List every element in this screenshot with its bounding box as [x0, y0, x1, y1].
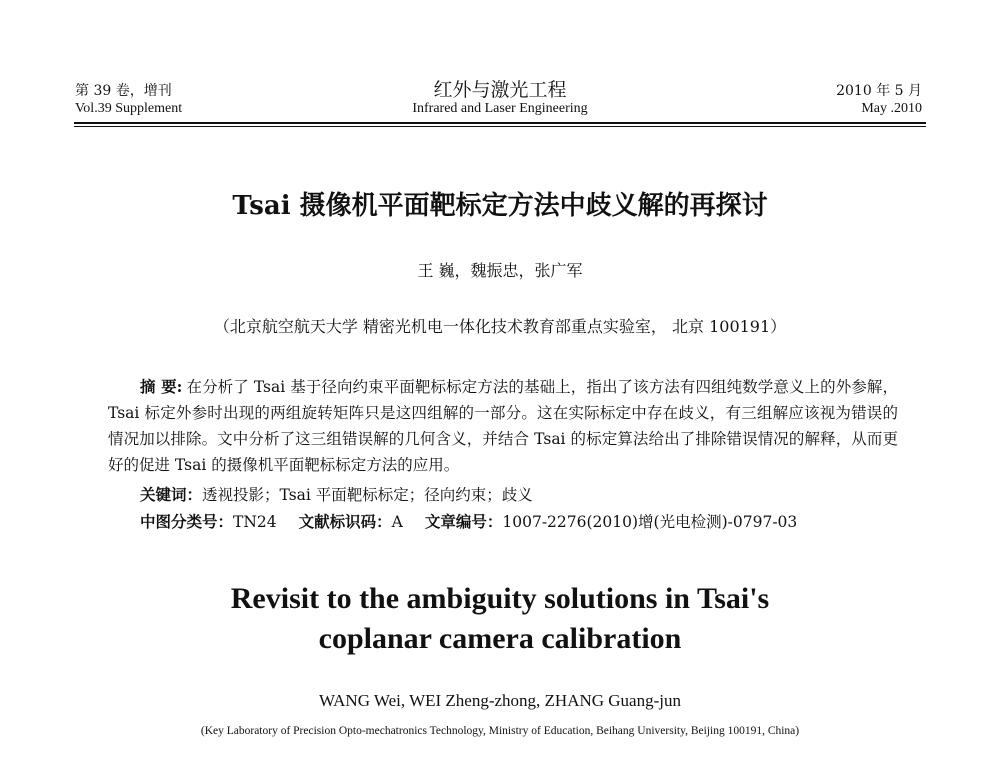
article-number-value: 1007-2276(2010)增(光电检测)-0797-03 [502, 513, 798, 531]
paper-title-cn: Tsai 摄像机平面靶标定方法中歧义解的再探讨 [232, 191, 768, 221]
journal-name-en: Infrared and Laser Engineering [412, 101, 588, 116]
volume-issue-cn: 第 39 卷，增刊 [75, 83, 172, 99]
header-rule-thick [74, 122, 926, 124]
doc-code-label: 文献标识码： [298, 512, 392, 531]
doc-code-value: A [391, 513, 403, 531]
paper-title-en-line1: Revisit to the ambiguity solutions in Tsai's [230, 582, 770, 615]
article-number-label: 文章编号： [424, 512, 503, 531]
issue-date-en: May .2010 [861, 101, 922, 116]
keywords-label: 关键词： [140, 485, 203, 504]
journal-name-cn: 红外与激光工程 [433, 79, 567, 101]
clc-label: 中图分类号： [140, 512, 234, 531]
paper-title-en-line2: coplanar camera calibration [318, 622, 682, 655]
abstract-label: 摘 要: [140, 377, 183, 396]
authors-en: WANG Wei, WEI Zheng-zhong, ZHANG Guang-jun [318, 691, 681, 710]
clc-value: TN24 [233, 513, 277, 531]
authors-cn: 王 巍，魏振忠，张广军 [417, 261, 583, 280]
affiliation-cn: （北京航空航天大学 精密光机电一体化技术教育部重点实验室， 北京 100191） [213, 317, 787, 336]
volume-issue-en: Vol.39 Supplement [75, 101, 183, 116]
keywords-text: 透视投影；Tsai 平面靶标标定；径向约束；歧义 [202, 486, 533, 504]
classification-line [140, 510, 797, 532]
issue-date-cn: 2010 年 5 月 [836, 83, 922, 99]
abstract-text: 在分析了 Tsai 基于径向约束平面靶标标定方法的基础上，指出了该方法有四组纯数学意义上的外参解，Tsai 标定外参时出现的两组旋转矩阵只是这四组解的一部分。这在实际标定中存在歧义，有三组解应该视为错误的情况加以排除。文中分析了这三组错误解的几何含义，并结合 Tsai 的标定算法给出了排除错误情况的解释，从而更好的促进 Tsai 的摄像机平面靶标标定方法的应用。 [108, 378, 898, 474]
keywords-line [140, 483, 533, 505]
abstract-cn [108, 374, 898, 478]
affiliation-en: (Key Laboratory of Precision Opto-mechatronics Technology, Ministry of Education, Beihang University, Beijing 100191, China) [200, 725, 800, 737]
header-rule-thin [74, 126, 926, 127]
